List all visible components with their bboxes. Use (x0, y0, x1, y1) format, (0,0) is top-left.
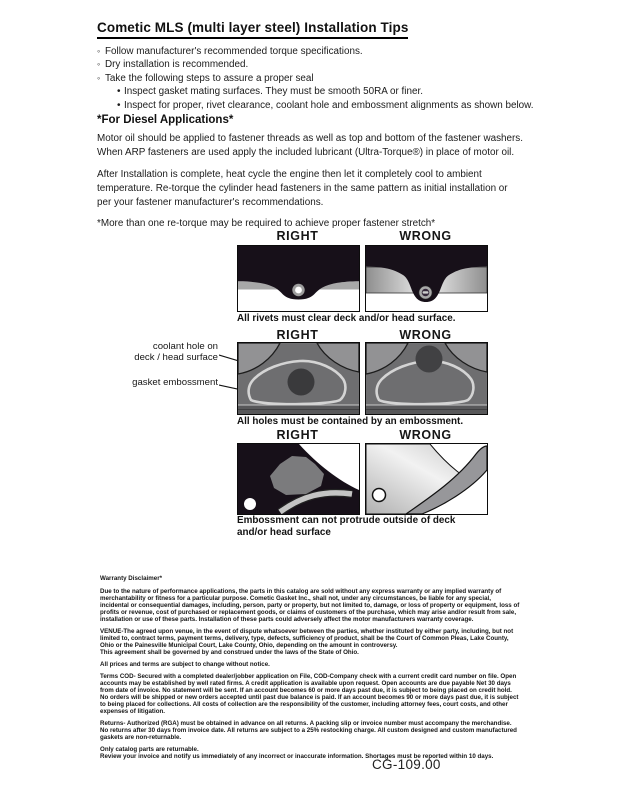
rivet-right-diagram (237, 245, 360, 312)
list-item (97, 45, 534, 58)
warranty-paragraph: Due to the nature of performance applications, the parts in this catalog are sold without any express warranty or any implied warranty of merchantability or fitness for a particular purpose. Cometic Gasket Inc., shall not, under any circumstances, be liable for any special, incidental or consequential damages, including, person, party or property, but not limited to, damage, or loss of property or equipment, loss of profits or revenue, cost of purchased or replacement goods, or claims of customers of the purchase, which may arise and/or result from sale, installation or use of these parts. Installation of these parts could adversely affect the motor manufacturers warranty coverage. (100, 588, 520, 623)
venue-paragraph: VENUE-The agreed upon venue, in the event of dispute whatsoever between the parties, whether instituted by either party, including, but not limited to, contract terms, payment terms, delivery, type, defects, sufficiency of product, shall be the Court of Common Pleas, Lake County, Ohio or the Painesville Municipal Court, Lake County, Ohio, depending on the amount in controversy. This agreement shall be governed by and construed under the laws of the State of Ohio. (100, 628, 514, 656)
rivet-right-illustration (238, 246, 359, 311)
rivet-icon (419, 286, 432, 299)
embossment-wrong-illustration (366, 343, 487, 414)
embossment-right-diagram (237, 342, 360, 415)
prices-note: All prices and terms are subject to change without notice. (100, 661, 270, 668)
rivet-icon (292, 284, 304, 296)
bullet-icon: • (117, 99, 121, 111)
protrusion-wrong-illustration (366, 444, 487, 514)
rivet-wrong-diagram (365, 245, 488, 312)
row1-right-label: RIGHT (276, 229, 319, 243)
legal-section (100, 575, 521, 765)
warranty-disclaimer-heading: Warranty Disclaimer* (100, 575, 163, 582)
list-item (117, 99, 534, 112)
protrusion-right-illustration (238, 444, 359, 514)
list-item (97, 72, 534, 85)
row2-caption: All holes must be contained by an embossment. (237, 416, 464, 427)
diesel-paragraph-1: Motor oil should be applied to fastener threads as well as top and bottom of the fastener washers. When ARP fasteners are used apply the included lubricant (Ultra-Torque®) in place of motor oil. (97, 133, 523, 159)
embossment-wrong-diagram (365, 342, 488, 415)
page-code: CG-109.00 (372, 757, 441, 772)
list-item-text: Inspect gasket mating surfaces. They must be smooth 50RA or finer. (124, 86, 423, 98)
coolant-hole-icon (416, 346, 443, 373)
bolt-hole-icon (244, 498, 256, 510)
row3-caption: Embossment can not protrude outside of deck and/or head surface (237, 515, 456, 538)
gasket-embossment-label: gasket embossment (132, 377, 218, 388)
rivet-wrong-illustration (366, 246, 487, 311)
returns-paragraph: Returns- Authorized (RGA) must be obtained in advance on all returns. A packing slip or invoice number must accompany the merchandise. No returns after 30 days from invoice date. All returns are subject to a 25% restocking charge. All custom designed and custom manufactured gaskets are non-returnable. (100, 720, 517, 741)
list-item (117, 85, 534, 98)
embossment-right-illustration (238, 343, 359, 414)
coolant-hole-icon (288, 369, 315, 396)
bullet-icon: ◦ (97, 46, 101, 56)
bolt-hole-icon (373, 489, 386, 502)
row3-right-label: RIGHT (276, 428, 319, 442)
row3-wrong-label: WRONG (399, 428, 452, 442)
row2-right-label: RIGHT (276, 328, 319, 342)
diesel-section-heading: *For Diesel Applications* (97, 114, 234, 126)
protrusion-right-diagram (237, 443, 360, 515)
list-item-text: Take the following steps to assure a proper seal (105, 72, 314, 84)
terms-paragraph: Terms COD- Secured with a completed dealer/jobber application on File, COD-Company check with a current credit card number on file. Open accounts may be established by well rated firms. A credit application is available upon request. Open accounts are due payable Net 30 days from date of invoice. No statement will be sent. If an account becomes 60 or more days past due, it is subject to being placed on credit hold. No orders will be shipped or new orders accepted until past due balance is paid. If an account becomes 90 or more days past due, it is subject to being placed for collections. All costs of collection are the responsibility of the customer, including attorney fees, court costs, and other expenses of litigation. (100, 673, 519, 715)
list-item-text: Follow manufacturer's recommended torque specifications. (105, 46, 363, 57)
retorque-note: *More than one re-torque may be required to achieve proper fastener stretch* (97, 218, 436, 229)
protrusion-wrong-diagram (365, 443, 488, 515)
catalog-returns-note: Only catalog parts are returnable. Review your invoice and notify us immediately of any incorrect or inaccurate information. Shortages must be reported within 10 days. (100, 746, 494, 760)
list-item-text: Dry installation is recommended. (105, 59, 249, 71)
row2-wrong-label: WRONG (399, 328, 452, 342)
list-item-text: Inspect for proper, rivet clearance, coolant hole and embossment alignments as shown below. (124, 99, 534, 111)
coolant-hole-label: coolant hole on deck / head surface (134, 341, 218, 363)
row1-caption: All rivets must clear deck and/or head surface. (237, 313, 456, 324)
installation-tips-list (97, 45, 534, 112)
row1-wrong-label: WRONG (399, 229, 452, 243)
bullet-icon: ◦ (97, 72, 101, 83)
list-item (97, 58, 534, 71)
diesel-paragraph-2: After Installation is complete, heat cycle the engine then let it completely cool to ambient temperature. Re-torque the cylinder head fasteners in the same pattern as initial installation or per your fastener manufacturer's recommendations. (97, 169, 508, 209)
page-title: Cometic MLS (multi layer steel) Installation Tips (97, 20, 408, 39)
bullet-icon: ◦ (97, 59, 101, 70)
bullet-icon: • (117, 86, 121, 98)
